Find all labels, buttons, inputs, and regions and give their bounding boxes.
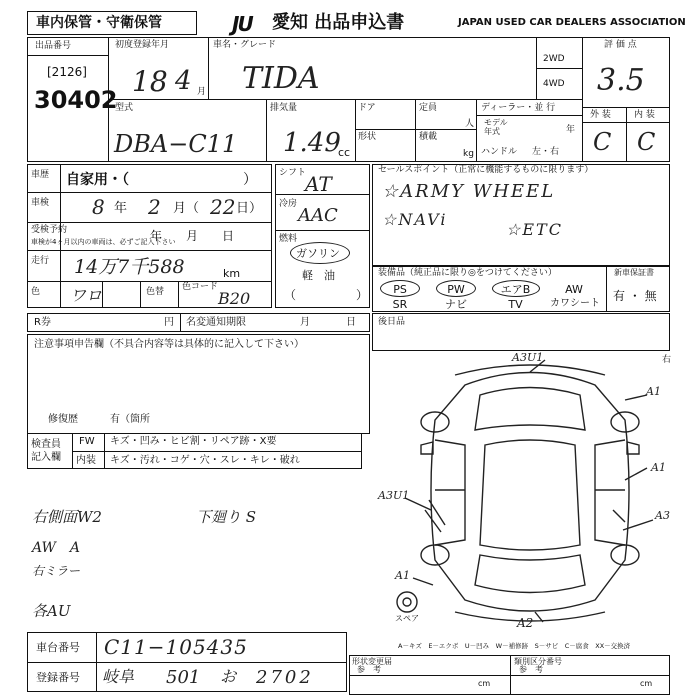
km-unit: km — [223, 267, 241, 280]
r-ticket-yen: 円 — [164, 317, 174, 328]
inspection-year: 8 — [92, 195, 105, 219]
evaluation-score: 3.5 — [597, 63, 645, 98]
aircon-label: 冷房 — [279, 199, 298, 209]
month-unit: 月 — [197, 87, 207, 97]
car-name: TIDA — [242, 61, 320, 96]
repair-history-label: 修復歴 — [48, 414, 78, 425]
equip-airbag: エアB — [500, 283, 531, 296]
handle-options: 左・右 — [532, 147, 560, 157]
lot-number-label: 出品番号 — [35, 41, 72, 51]
fuel-circle — [290, 242, 350, 264]
fuel-label: 燃料 — [279, 234, 298, 244]
form-title: 愛知 出品申込書 — [272, 12, 405, 33]
fw-label: FW — [79, 436, 95, 447]
equipment-label: 装備品（純正品に限り◎をつけてください） — [378, 268, 557, 278]
storage-note: 車内保管・守衛保管 — [36, 15, 162, 31]
inspection-month: 2 — [148, 195, 161, 219]
first-registration-year: 18 — [132, 65, 168, 98]
lot-number: 30402 — [34, 86, 118, 114]
model-year-label: モデル 年式 — [484, 118, 508, 136]
model-type: DBA−C11 — [114, 130, 238, 158]
mileage: 14万7千588 — [74, 256, 185, 278]
diagram-right-label: 右 — [662, 355, 672, 365]
damage-mark-rear: A2 — [517, 616, 534, 630]
warranty-label: 新車保証書 — [614, 268, 654, 277]
inspection-received-note: 車検が4ヶ月以内の車両は、必ずご記入下さい — [31, 238, 176, 246]
exterior-grade: C — [593, 128, 612, 156]
displacement-label: 排気量 — [270, 103, 298, 113]
displacement: 1.49 — [283, 128, 341, 158]
interior-inspect-items: キズ・汚れ・コゲ・穴・スレ・キレ・破れ — [110, 455, 300, 466]
inspection-year-unit: 年 — [114, 201, 128, 216]
equip-ps-circle — [380, 280, 420, 297]
first-registration-month: 4 — [175, 66, 192, 96]
handle-label: ハンドル — [481, 147, 518, 157]
notes-title: 注意事項申告欄（不具合内容等は具体的に記入して下さい） — [34, 339, 304, 350]
spare-label: スペア — [395, 614, 419, 623]
warranty-options: 有 ・ 無 — [613, 289, 657, 303]
reg-class: 501 — [166, 667, 201, 688]
inspection-month-unit: 月（ — [173, 201, 200, 216]
inspection-day: 22 — [210, 195, 236, 219]
inspector-label: 検査員 記入欄 — [31, 439, 61, 463]
selling-point-3: ☆ETC — [506, 220, 563, 239]
delivery-doc-label: 後日品 — [378, 317, 406, 327]
selling-points-label: セールスポイント（正常に機能するものに限ります） — [378, 165, 594, 175]
name-change-day: 日 — [346, 317, 356, 328]
fuel-value: ガソリン — [296, 247, 340, 260]
selling-point-2: ☆NAVi — [382, 210, 448, 229]
shift-label: シフト — [279, 168, 307, 178]
damage-mark-right-mid: A1 — [651, 461, 666, 474]
reference-left: 参 考 — [357, 665, 381, 674]
color-label: 色 — [31, 287, 41, 297]
reg-num: 2702 — [256, 667, 314, 688]
reference-right: 参 考 — [519, 665, 543, 674]
legend: A－キズ E－エクボ U－凹み W－補修跡 S－サビ C－腐食 XX－交換済 — [398, 642, 631, 650]
r-ticket-label: R券 — [34, 317, 51, 328]
capacity-unit: 人 — [465, 119, 475, 129]
note-4: 右ミラー — [32, 564, 81, 578]
reg-label: 登録番号 — [36, 671, 80, 684]
model-type-label: 型式 — [115, 103, 134, 113]
equip-aw: AW — [565, 283, 583, 296]
displacement-unit: cc — [338, 146, 351, 159]
evaluation-label: 評 価 点 — [604, 40, 637, 50]
doors-label: ドア — [358, 103, 376, 113]
shape-label: 形状 — [358, 132, 377, 142]
inspection-label: 車検 — [31, 198, 50, 208]
fuel-paren: （ ） — [284, 288, 369, 302]
drive-4wd-label: 4WD — [543, 79, 565, 89]
equip-leather-seat: カワシート — [550, 298, 600, 309]
reg-area: 岐阜 — [102, 667, 135, 686]
cm-2: cm — [640, 679, 653, 688]
reg-kana: お — [220, 667, 237, 686]
shift-value: AT — [305, 172, 332, 196]
repair-history-yes: 有（箇所 — [110, 414, 150, 425]
fuel-light-oil: 軽 油 — [302, 269, 335, 282]
damage-mark-right-front: A1 — [646, 385, 661, 398]
class-change-label: 類別区分番号 — [514, 657, 562, 666]
equip-airbag-circle — [492, 280, 540, 297]
form-change-label: 形状変更届 — [352, 657, 392, 666]
exterior-label: 外 装 — [590, 110, 611, 120]
load-capacity-label: 積載 — [419, 132, 438, 142]
damage-mark-left-rear: A1 — [395, 569, 410, 582]
lot-code: [2126] — [47, 65, 87, 79]
drive-2wd-label: 2WD — [543, 54, 565, 64]
interior-inspect-label: 内装 — [76, 455, 96, 466]
inspection-day-unit: 日） — [236, 201, 263, 216]
name-change-label: 名変通知期限 — [186, 317, 246, 328]
color-code: B20 — [218, 289, 251, 308]
note-1: 右側面W2 — [32, 508, 102, 526]
year-unit: 年 — [566, 125, 576, 135]
color-value: ワロ — [70, 286, 103, 305]
selling-point-1: ☆ARMY WHEEL — [382, 181, 556, 202]
equip-sr: SR — [392, 298, 408, 311]
history-value: 自家用・（ — [66, 172, 129, 188]
damage-mark-right-rear: A3 — [655, 509, 670, 522]
association-name: JAPAN USED CAR DEALERS ASSOCIATION — [458, 17, 686, 28]
chassis-number: C11−105435 — [104, 635, 248, 659]
load-unit: kg — [463, 149, 474, 159]
car-name-label: 車名・グレード — [213, 40, 277, 50]
color-change-label: 色替 — [146, 287, 165, 297]
car-damage-diagram — [385, 350, 675, 640]
interior-label: 内 装 — [634, 110, 655, 120]
note-2: 下廻り S — [196, 508, 257, 526]
history-label: 車歴 — [31, 170, 50, 180]
first-registration-label: 初度登録年月 — [115, 40, 170, 50]
aircon-value: AAC — [298, 205, 338, 226]
ju-logo: JU — [232, 12, 252, 36]
cm-1: cm — [478, 679, 491, 688]
inspection-received-marks: 年 月 日 — [150, 229, 235, 243]
delivery-doc-box — [372, 313, 670, 351]
equip-pw: PW — [447, 283, 465, 296]
dealer-import-label: ディーラー・並 行 — [481, 103, 556, 113]
equip-ps: PS — [393, 283, 407, 296]
note-3: AW A — [32, 540, 81, 556]
damage-mark-left: A3U1 — [378, 489, 410, 502]
chassis-label: 車台番号 — [36, 641, 80, 654]
color-code-label: 色コード — [182, 282, 219, 292]
equip-navi: ナビ — [445, 298, 467, 311]
capacity-label: 定員 — [419, 103, 438, 113]
inspection-received-label: 受検予約 — [31, 225, 68, 235]
history-close: ） — [243, 172, 257, 188]
equip-tv: TV — [508, 298, 523, 311]
interior-grade: C — [637, 128, 656, 156]
name-change-month: 月 — [300, 317, 310, 328]
damage-mark-front: A3U1 — [512, 351, 544, 364]
fw-items: キズ・凹み・ヒビ割・リペア跡・X要 — [110, 436, 277, 447]
mileage-label: 走行 — [31, 256, 50, 266]
note-5: 各AU — [32, 602, 71, 620]
equip-pw-circle — [436, 280, 476, 297]
